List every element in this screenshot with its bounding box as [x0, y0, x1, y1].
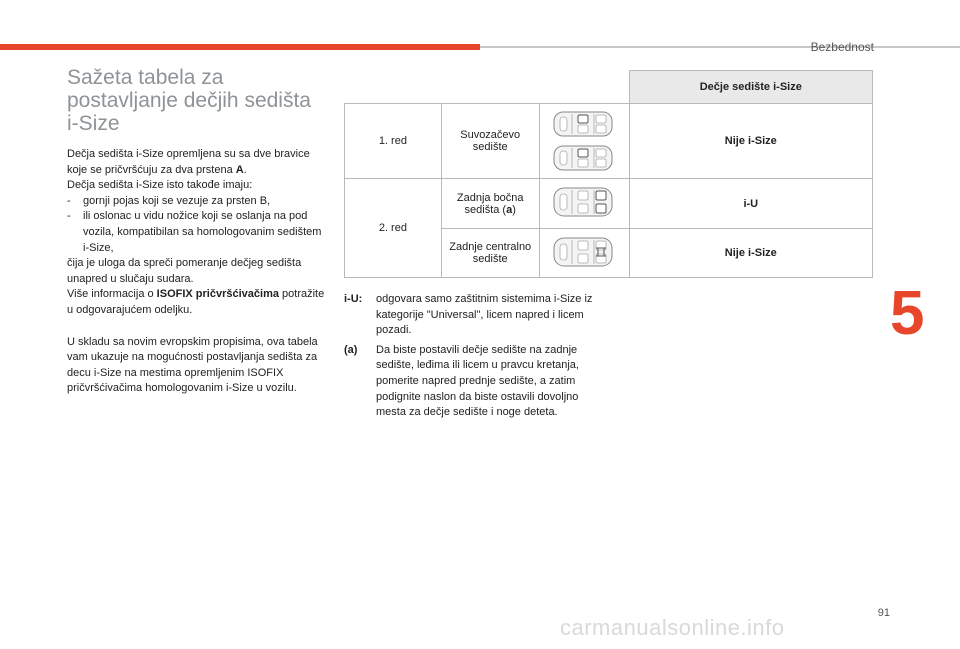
bullet-item: - ili oslonac u vidu nožice koji se oslanja na pod vozila, kompatibilan sa homologovanim sedištem i-Size,: [67, 210, 322, 254]
table-value: Nije i-Size: [629, 229, 872, 278]
car-front-passenger-icon: [552, 143, 616, 173]
table-value: i-U: [629, 179, 872, 229]
header-divider: [480, 46, 960, 48]
watermark: carmanualsonline.info: [560, 615, 785, 640]
note-item: (a) Da biste postavili dečje sedište na zadnje sedište, leđima ili licem u pravcu kretanja, pomerite napred prednje sedište, a zatim podignite naslon da biste ostavili dovoljno mesta za dečje sedište i noge deteta.: [344, 343, 579, 419]
page-title: Sažeta tabela za postavljanje dečjih sedišta i-Size: [67, 66, 311, 135]
left-column: [67, 66, 325, 408]
bullet-item: - gornji pojas koji se vezuje za prsten B,: [67, 194, 271, 207]
row-label-first: 1. red: [345, 104, 442, 179]
car-diagram-cell: [539, 104, 629, 179]
seat-label: Zadnje centralno sedište: [441, 229, 539, 278]
section-name: Bezbednost: [810, 40, 874, 54]
intro-text: Dečja sedišta i-Size opremljena su sa dve bravice koje se pričvršćuju za dva prstena A. Dečja sedišta i-Size isto takođe imaju: - gornji pojas koji se vezuje za prsten B, - ili oslonac u vidu nožice koji se oslanja na pod vozila, kompatibilan sa homologovanim sedištem i-Size, čija je uloga da spreči pomeranje dečjeg sedišta unapred u slučaju sudara. Više informacija o ISOFIX pričvršćivačima potražite u odgovarajućem odeljku.: [67, 148, 325, 316]
seat-label: Suvozačevo sedište: [441, 104, 539, 179]
car-diagram-cell: [539, 229, 629, 278]
page-number: 91: [877, 607, 890, 619]
table-value: Nije i-Size: [629, 104, 872, 179]
car-front-passenger-icon: [552, 109, 616, 139]
seat-label: Zadnja bočna sedišta (a): [441, 179, 539, 229]
car-rear-side-icon: [552, 185, 616, 219]
chapter-number: 5: [890, 279, 925, 348]
car-rear-center-icon: [552, 235, 616, 269]
row-label-second: 2. red: [345, 179, 442, 278]
header-accent-bar: [0, 44, 480, 50]
note-item: i-U: odgovara samo zaštitnim sistemima i-Size iz kategorije "Universal", licem napred i licem pozadi.: [344, 293, 593, 337]
table-header: Dečje sedište i-Size: [629, 71, 872, 104]
isize-table: [344, 70, 873, 278]
regulation-paragraph: U skladu sa novim evropskim propisima, ova tabela vam ukazuje na mogućnosti postavljanja sedišta za decu i-Size na mestima opremljenim ISOFIX pričvršćivačima homologovanim i-Size u vozilu.: [67, 335, 318, 395]
car-diagram-cell: [539, 179, 629, 229]
notes: [344, 292, 594, 425]
